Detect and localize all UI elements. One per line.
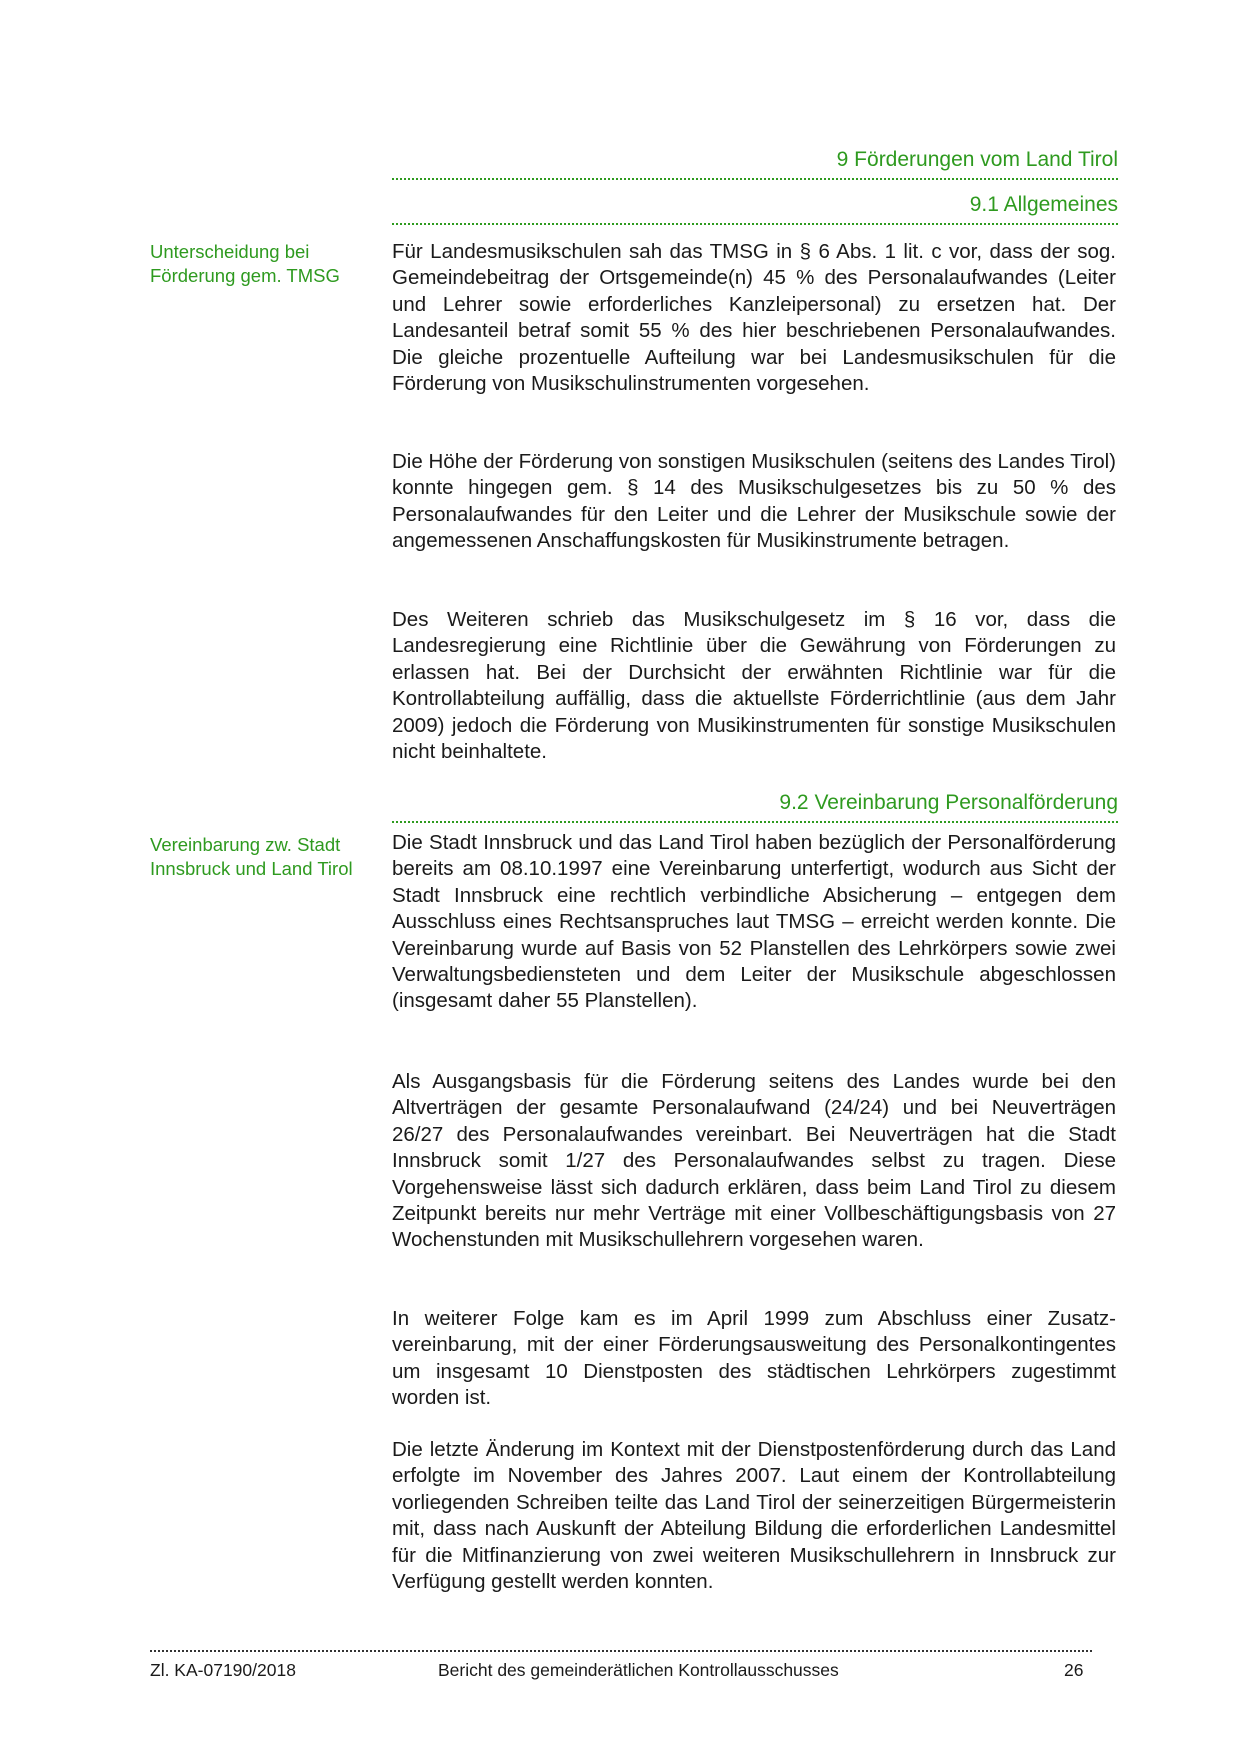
chapter-heading: 9 Förderungen vom Land Tirol: [392, 148, 1118, 180]
section-heading-9-1: 9.1 Allgemeines: [392, 193, 1118, 225]
paragraph: Die Höhe der Förderung von sonstigen Musikschulen (seitens des Landes Tirol) konnte hingegen gem. § 14 des Musikschulgesetzes bis zu 50 % des Personalaufwandes für den Leiter und die Lehrer der Musikschule sowie der angemessenen Anschaffungskosten für Musikinstrumente betragen.: [392, 450, 1116, 553]
page-number: 26: [1064, 1660, 1084, 1680]
side-note-vereinbarung: Vereinbarung zw. Stadt Innsbruck und Land Tirol: [150, 834, 353, 879]
footer-title: Bericht des gemeinderätlichen Kontrollausschusses: [438, 1660, 839, 1680]
section-heading-9-2: 9.2 Vereinbarung Personalförderung: [392, 791, 1118, 823]
paragraph: Für Landesmusikschulen sah das TMSG in § 6 Abs. 1 lit. c vor, dass der sog. Gemeindebeitrag der Ortsgemeinde(n) 45 % des Personalaufwandes (Leiter und Lehrer sowie erforderliches Kanzleipersonal) zu ersetzen hat. Der Landesanteil betraf somit 55 % des hier beschriebenen Personalaufwandes. Die gleiche prozentuelle Aufteilung war bei Landesmusikschulen für die Förderung von Musikschulinstrumenten vorgesehen.: [392, 240, 1116, 396]
footer-divider: [150, 1650, 1092, 1652]
side-note-tmsg: Unterscheidung bei Förderung gem. TMSG: [150, 241, 340, 286]
footer-reference: Zl. KA-07190/2018: [150, 1660, 296, 1680]
paragraph: Als Ausgangsbasis für die Förderung seitens des Landes wurde bei den Altverträgen der gesamte Personalaufwand (24/24) und bei Neuverträgen 26/27 des Personalaufwandes vereinbart. Bei Neuverträgen hat die Stadt Innsbruck somit 1/27 des Personalaufwandes selbst zu tragen. Diese Vorgehensweise lässt sich dadurch erklären, dass beim Land Tirol zu diesem Zeitpunkt bereits nur mehr Verträge mit einer Vollbeschäftigungsbasis von 27 Wochenstunden mit Musikschullehrern vorgesehen waren.: [392, 1070, 1116, 1252]
paragraph: Die letzte Änderung im Kontext mit der Dienstpostenförderung durch das Land erfolgte im November des Jahres 2007. Laut einem der Kontrollabteilung vorliegenden Schreiben teilte das Land Tirol der seinerzeitigen Bürgermeisterin mit, dass nach Auskunft der Abteilung Bildung die erforderlichen Landesmittel für die Mitfinanzierung von zwei weiteren Musikschullehrern in Innsbruck zur Verfügung gestellt werden konnten.: [392, 1438, 1116, 1594]
paragraph: Die Stadt Innsbruck und das Land Tirol haben bezüglich der Personalförderung bereits am 08.10.1997 eine Vereinbarung unterfertigt, wodurch aus Sicht der Stadt Innsbruck eine rechtlich verbindliche Absicherung – entgegen dem Ausschluss eines Rechtsanspruches laut TMSG – erreicht werden konnte. Die Vereinbarung wurde auf Basis von 52 Planstellen des Lehrkörpers sowie zwei Verwaltungsbediensteten und dem Leiter der Musikschule abgeschlossen (insgesamt daher 55 Planstellen).: [392, 831, 1116, 1013]
paragraph: In weiterer Folge kam es im April 1999 zum Abschluss einer Zusatzvereinbarung, mit der einer Förderungsausweitung des Personalkontingentes um insgesamt 10 Dienstposten des städtischen Lehrkörpers zugestimmt worden ist.: [392, 1307, 1116, 1410]
paragraph: Des Weiteren schrieb das Musikschulgesetz im § 16 vor, dass die Landesregierung eine Richtlinie über die Gewährung von Förderungen zu erlassen hat. Bei der Durchsicht der erwähnten Richtlinie war für die Kontrollabteilung auffällig, dass die aktuellste Förderrichtlinie (aus dem Jahr 2009) jedoch die Förderung von Musikinstrumenten für sonstige Musikschulen nicht beinhaltete.: [392, 608, 1116, 764]
